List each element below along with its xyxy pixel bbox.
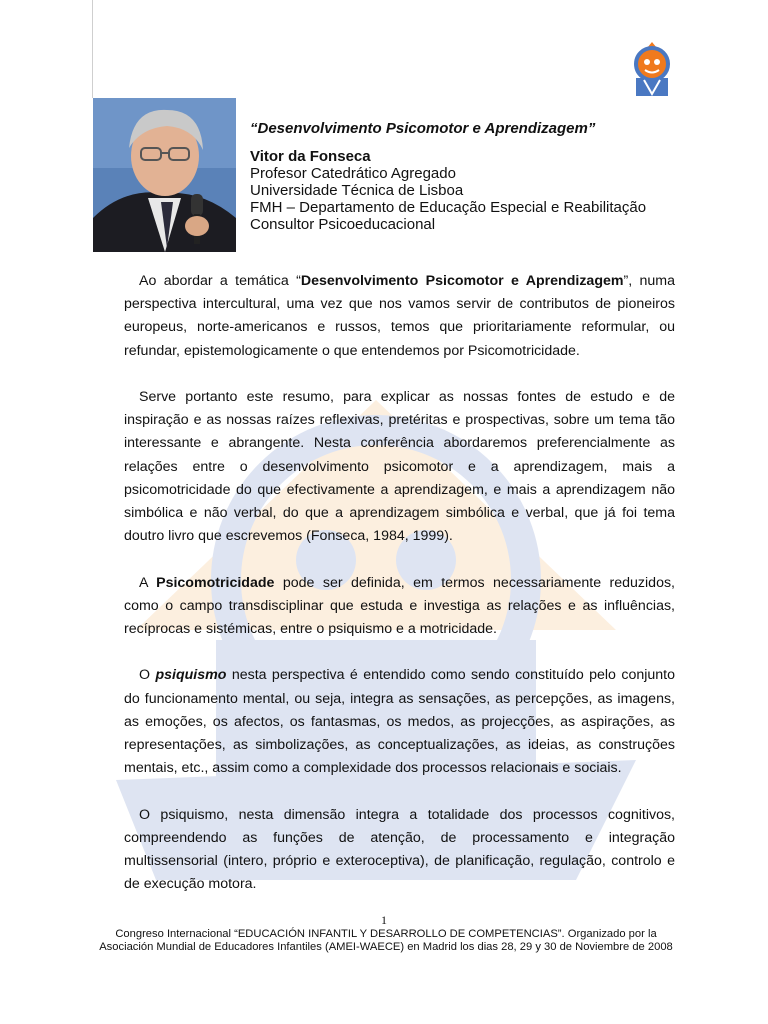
author-university: Universidade Técnica de Lisboa	[250, 182, 464, 199]
author-name: Vitor da Fonseca	[250, 148, 371, 165]
paragraph-text: Ao abordar a temática “	[139, 273, 301, 289]
emphasis-text: Desenvolvimento Psicomotor e Aprendizagem	[300, 273, 624, 289]
talk-header	[250, 120, 690, 233]
emphasis-text: Psicomotricidade	[156, 574, 275, 591]
paragraph-psiquismo	[124, 664, 675, 780]
author-role: Consultor Psicoeducacional	[250, 216, 436, 233]
paragraph-text: A	[139, 574, 157, 591]
author-department: FMH – Departamento de Educação Especial e Reabilitação	[250, 199, 647, 216]
amei-waece-logo-icon	[630, 42, 674, 98]
paragraph-text: pode ser definida, em termos necessariamente reduzidos, como o campo transdisciplinar que estuda e investiga as relações e as influências, recíprocas e sistémicas, entre o psiquismo e a motricidade.	[124, 574, 675, 638]
page-margin-rule	[92, 0, 93, 98]
emphasis-text: psiquismo	[155, 667, 227, 684]
paragraph-intro	[124, 270, 675, 363]
paragraph-definition	[124, 572, 675, 642]
footer-note	[96, 928, 676, 954]
paragraph-cognitive: O psiquismo, nesta dimensão integra a totalidade dos processos cognitivos, compreendendo as funções de atenção, de processamento e integração multissensorial (intero, próprio e exteroceptiva), de planificação, regulação, controlo e de execução motora.	[124, 806, 675, 893]
talk-title: “Desenvolvimento Psicomotor e Aprendizagem”	[250, 120, 596, 137]
author-photo	[93, 98, 236, 252]
paragraph-text: nesta perspectiva é entendido como sendo constituído pelo conjunto do funcionamento mental, ou seja, integra as sensações, as percepções, as imagens, as emoções, os afectos, os fantasmas, os medos, as projecções, as aspirações, as representações, as simbolizações, as conceptualizações, as ideias, as construções mentais, etc., assim como a complexidade dos processos relacionais e sociais.	[124, 667, 675, 777]
footer-text: ”. Organizado por la Asociación Mundial de Educadores Infantiles (AMEI-WAECE) en Madrid los dias 28, 29 y 30 de Noviembre de 2008	[99, 928, 673, 953]
document-body	[124, 270, 675, 920]
paragraph-text: ”, numa perspectiva intercultural, uma vez que nos vamos servir de contributos de pioneiros europeus, norte-americanos e russos, temos que prioritariamente reformular, ou refundar, epistemologicamente o que entendemos por Psicomotricidade.	[124, 273, 675, 359]
paragraph-sources: Serve portanto este resumo, para explicar as nossas fontes de estudo e de inspiração e as nossas raízes reflexivas, pretéritas e prospectivas, sobre um tema tão interessante e abrangente. Nesta conferência abordaremos preferencialmente as relações entre o desenvolvimento psicomotor e a aprendizagem, mais a psicomotricidade do que efectivamente a aprendizagem, e mais a aprendizagem não simbólica e não verbal, do que a aprendizagem simbólica e verbal, que já foi tema doutro livro que escrevemos (Fonseca, 1984, 1999).	[124, 389, 675, 545]
footer-congress-name: EDUCACIÓN INFANTIL Y DESARROLLO DE COMPETENCIAS	[237, 928, 558, 940]
author-position: Profesor Catedrático Agregado	[250, 165, 456, 182]
paragraph-text: O	[139, 667, 156, 684]
footer-text: Congreso Internacional “	[115, 928, 238, 940]
page-number: 1	[381, 913, 387, 927]
